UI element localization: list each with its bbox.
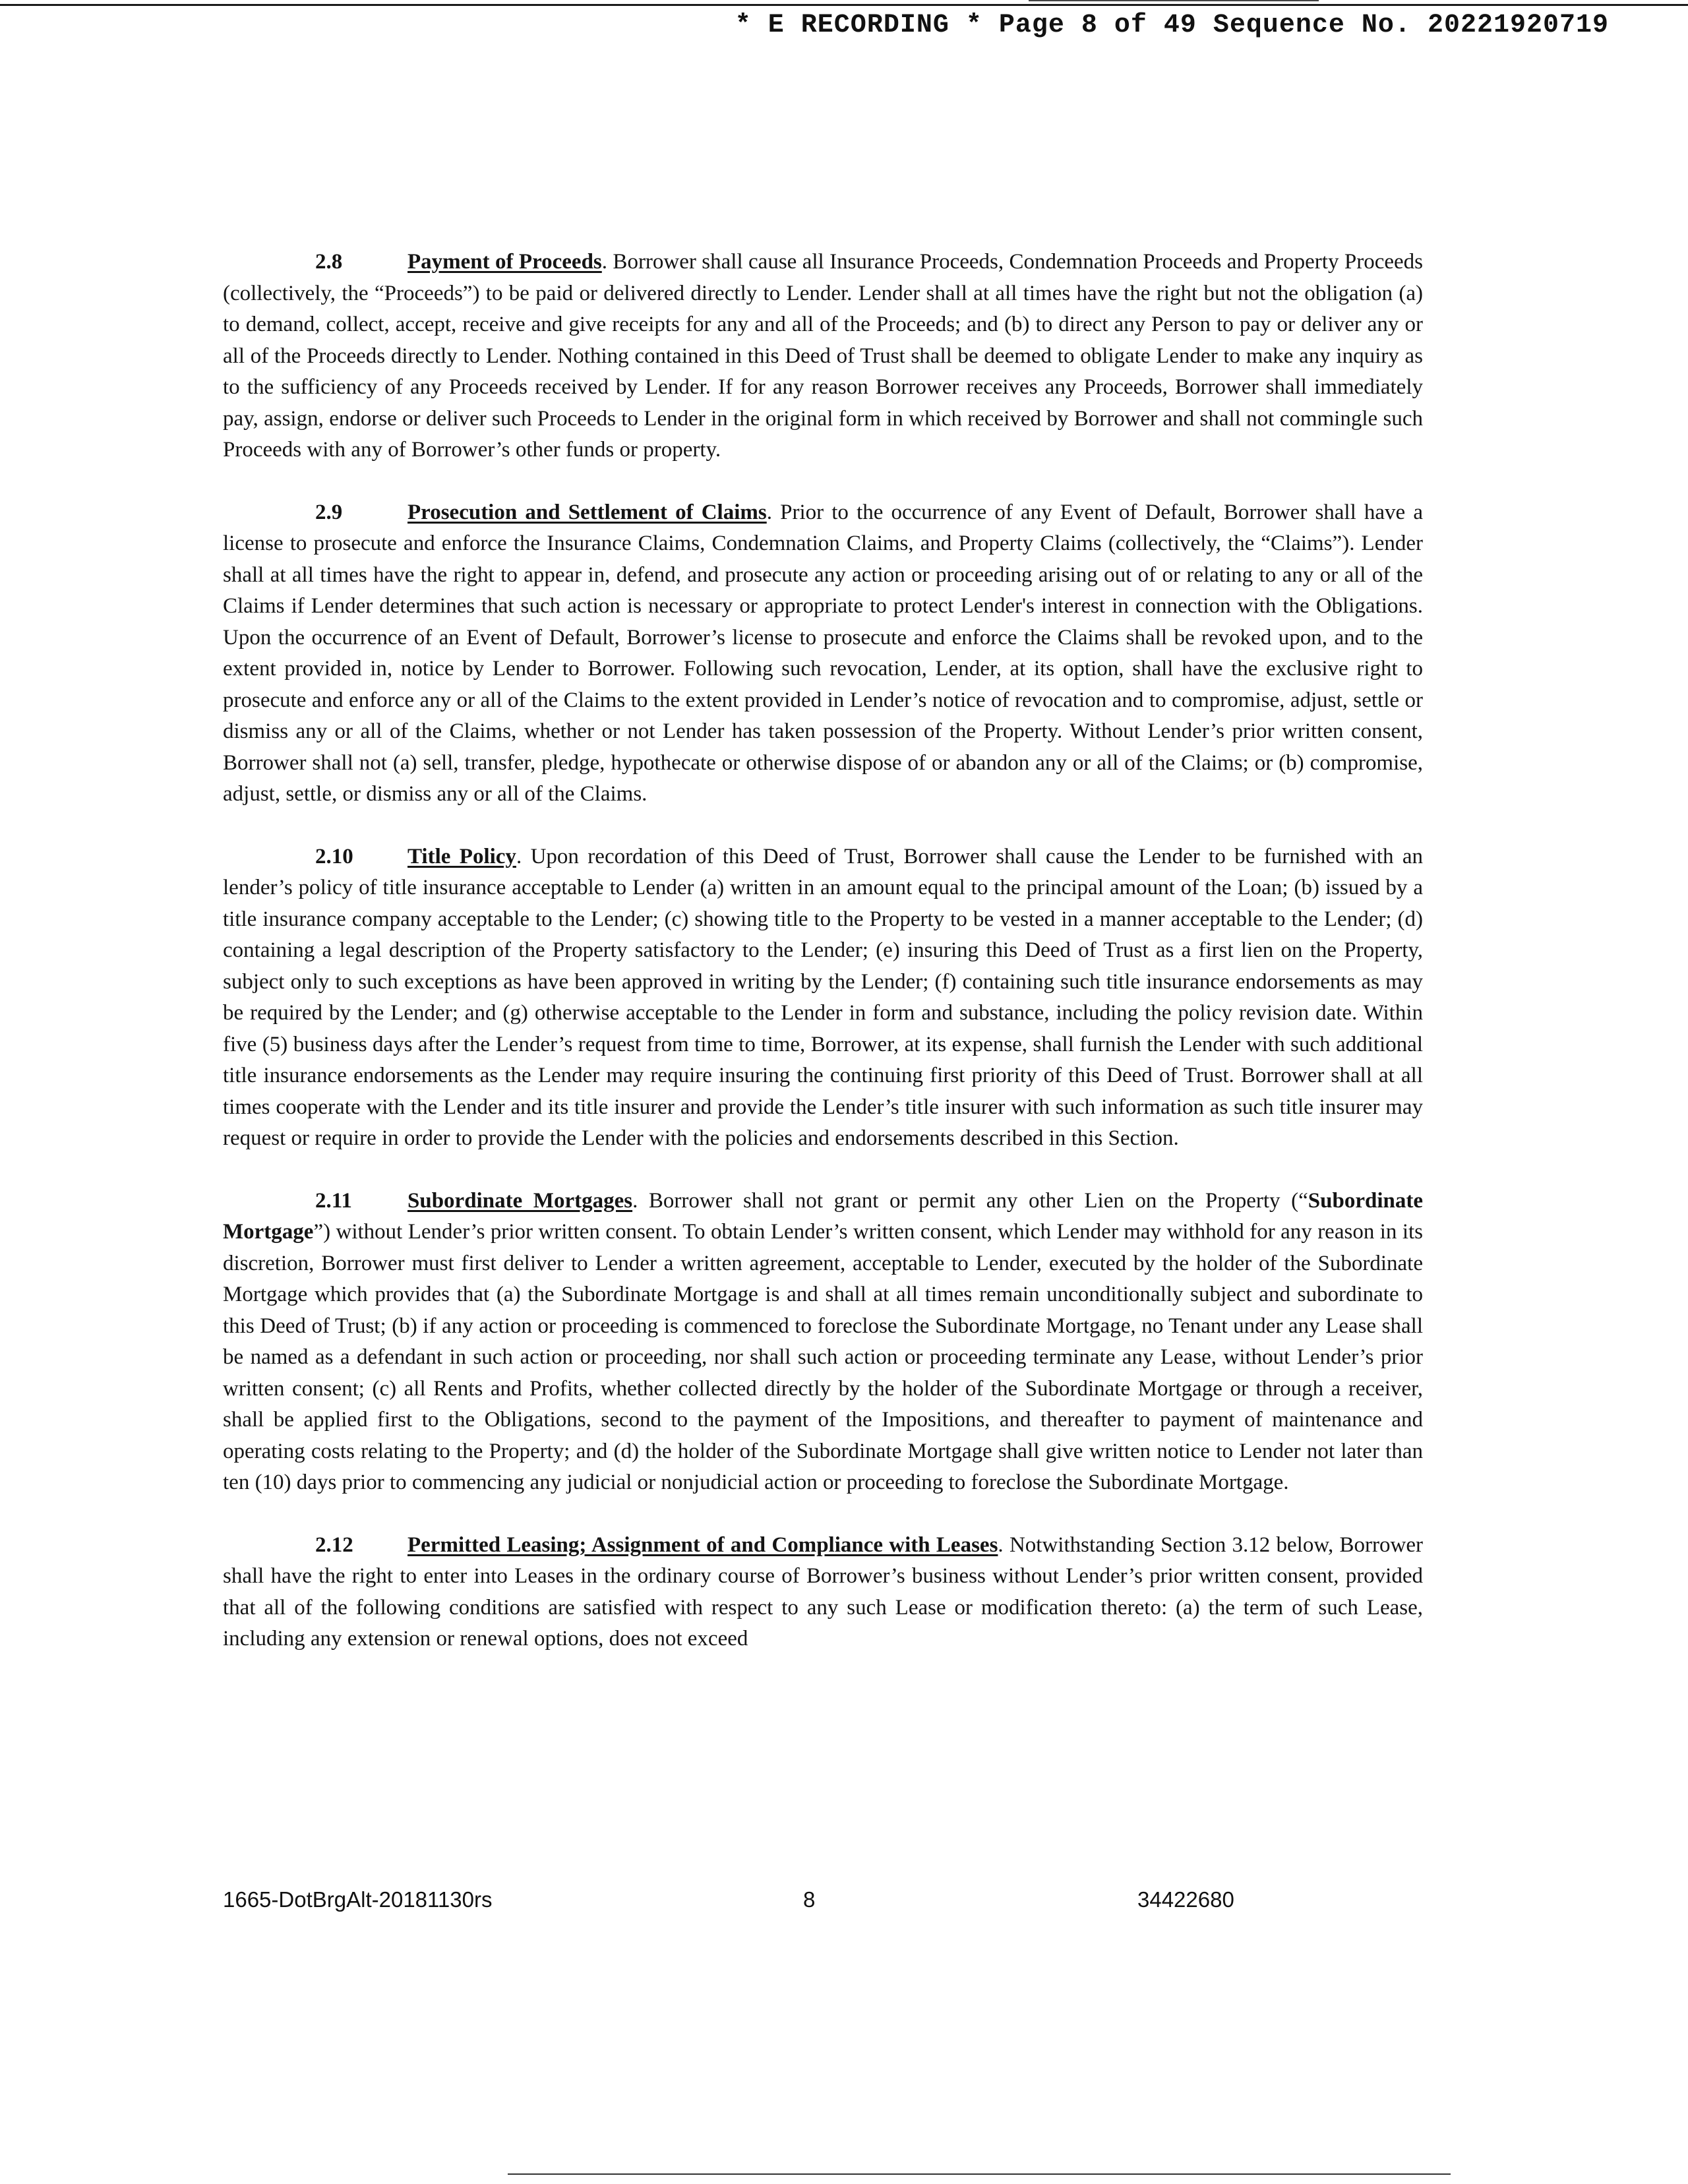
section-title: Title Policy [407,844,516,868]
defined-term: Subordinate Mortgage [223,1188,1423,1244]
document-body [223,247,1423,1686]
section-2-10 [223,841,1423,1155]
section-2-11 [223,1186,1423,1499]
section-number: 2.10 [315,844,353,868]
section-2-12 [223,1530,1423,1655]
section-text: . Borrower shall cause all Insurance Proceeds, Condemnation Proceeds and Property Proceeds (collectively, the “Proceeds”) to be paid or delivered directly to Lender. Lender shall at all times have the right but not the obligation (a) to demand, collect, accept, receive and give receipts for any and all of the Proceeds; and (b) to direct any Person to pay or deliver any or all of the Proceeds directly to Lender. Nothing contained in this Deed of Trust shall be deemed to obligate Lender to make any inquiry as to the sufficiency of any Proceeds received by Lender. If for any reason Borrower receives any Proceeds, Borrower shall immediately pay, assign, endorse or deliver such Proceeds to Lender in the original form in which received by Borrower and shall not commingle such Proceeds with any of Borrower’s other funds or property. [223,250,1423,462]
footer-doc-id: 1665-DotBrgAlt-20181130rs [223,1887,493,1912]
section-number: 2.11 [315,1188,352,1213]
section-text-part: . Borrower shall not grant or permit any other Lien on the Property (“ [632,1188,1308,1213]
section-title: Permitted Leasing; Assignment of and Compliance with Leases [407,1532,998,1557]
section-number: 2.9 [315,500,343,524]
section-2-8 [223,247,1423,466]
section-2-9 [223,497,1423,810]
section-text [223,1189,1423,1495]
section-text: . Prior to the occurrence of any Event of Default, Borrower shall have a license to prosecute and enforce the Insurance Claims, Condemnation Claims, and Property Claims (collectively, the “Claims”). Lender shall at all times have the right to appear in, defend, and prosecute any action or proceeding arising out of or relating to any or all of the Claims if Lender determines that such action is necessary or appropriate to protect Lender's interest in connection with the Obligations. Upon the occurrence of an Event of Default, Borrower’s license to prosecute and enforce the Claims shall be revoked upon, and to the extent provided in, notice by Lender to Borrower. Following such revocation, Lender, at its option, shall have the exclusive right to prosecute and enforce any or all of the Claims to the extent provided in Lender’s notice of revocation and to compromise, adjust, settle or dismiss any or all of the Claims, whether or not Lender has taken possession of the Property. Without Lender’s prior written consent, Borrower shall not (a) sell, transfer, pledge, hypothecate or otherwise dispose of or abandon any or all of the Claims; or (b) compromise, adjust, settle, or dismiss any or all of the Claims. [223,500,1423,806]
section-text: . Notwithstanding Section 3.12 below, Borrower shall have the right to enter into Leases in the ordinary course of Borrower’s business without Lender’s prior written consent, provided that all of the following conditions are satisfied with respect to any such Lease or modification thereto: (a) the term of such Lease, including any extension or renewal options, does not exceed [223,1532,1423,1651]
section-title: Subordinate Mortgages [407,1188,633,1213]
footer-reference-number: 34422680 [1137,1887,1234,1912]
bottom-scan-rule [508,2173,1451,2175]
section-title: Payment of Proceeds [407,250,602,274]
section-number: 2.12 [315,1532,353,1557]
footer-page-number: 8 [803,1887,816,1912]
section-text: . Upon recordation of this Deed of Trust, Borrower shall cause the Lender to be furnished with an lender’s policy of title insurance acceptable to Lender (a) written in an amount equal to the principal amount of the Loan; (b) issued by a title insurance company acceptable to the Lender; (c) showing title to the Property to be vested in a manner acceptable to the Lender; (d) containing a legal description of the Property satisfactory to the Lender; (e) insuring this Deed of Trust as a first lien on the Property, subject only to such exceptions as have been approved in writing by the Lender; (f) containing such title insurance endorsements as may be required by the Lender; and (g) otherwise acceptable to the Lender in form and substance, including the policy revision date. Within five (5) business days after the Lender’s request from time to time, Borrower, at its expense, shall furnish the Lender with such additional title insurance endorsements as the Lender may require insuring the continuing first priority of this Deed of Trust. Borrower shall at all times cooperate with the Lender and its title insurer and provide the Lender’s title insurer with such information as such title insurer may request or require in order to provide the Lender with the policies and endorsements described in this Section. [223,844,1423,1150]
section-number: 2.8 [315,250,343,274]
section-title: Prosecution and Settlement of Claims [407,500,767,524]
recording-header: * E RECORDING * Page 8 of 49 Sequence No. 20221920719 [735,11,1609,40]
top-scan-rule [0,4,1688,6]
top-scan-rule-fragment [1029,0,1319,1]
section-text-part: ”) without Lender’s prior written consent. To obtain Lender’s written consent, which Lender may withhold for any reason in its discretion, Borrower must first deliver to Lender a written agreement, acceptable to Lender, executed by the holder of the Subordinate Mortgage which provides that (a) the Subordinate Mortgage is and shall at all times remain unconditionally subject and subordinate to this Deed of Trust; (b) if any action or proceeding is commenced to foreclose the Subordinate Mortgage, no Tenant under any Lease shall be named as a defendant in such action or proceeding, nor shall such action or proceeding terminate any Lease, without Lender’s prior written consent; (c) all Rents and Profits, whether collected directly by the holder of the Subordinate Mortgage or through a receiver, shall be applied first to the Obligations, second to the payment of the Impositions, and thereafter to payment of maintenance and operating costs relating to the Property; and (d) the holder of the Subordinate Mortgage shall give written notice to Lender not later than ten (10) days prior to commencing any judicial or nonjudicial action or proceeding to foreclose the Subordinate Mortgage. [223,1220,1423,1494]
